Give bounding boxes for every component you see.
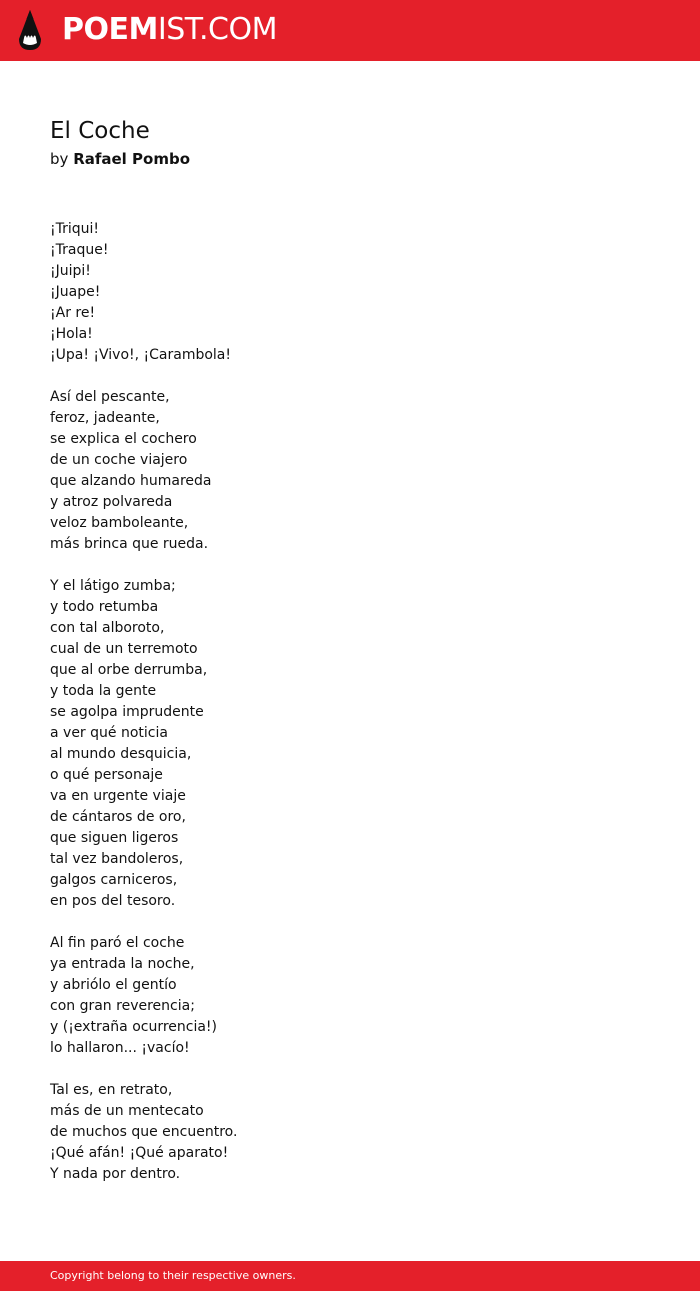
author-name: Rafael Pombo [73,150,191,168]
poem-line: ¡Upa! ¡Vivo!, ¡Carambola! [50,347,231,363]
poem-line: de cántaros de oro, [50,809,186,825]
poem-line: se explica el cochero [50,431,197,447]
poem-line: Así del pescante, [50,389,170,405]
poem-line: más brinca que rueda. [50,536,209,552]
poem-line: y abriólo el gentío [50,977,177,993]
poem-line: ¡Ar re! [50,305,96,321]
poem-line: ya entrada la noche, [50,956,195,972]
poem-line: ¡Juipi! [50,263,91,279]
poem-line: y atroz polvareda [50,494,173,510]
site-logo-text[interactable] [62,10,277,50]
poem-body [50,219,650,1185]
poem-line: va en urgente viaje [50,788,186,804]
brand-light-text: IST.COM [157,12,277,47]
poem-line: y toda la gente [50,683,157,699]
poem-line: que alzando humareda [50,473,212,489]
stanza-gap [50,912,650,933]
stanza-gap [50,366,650,387]
poem-line: que al orbe derrumba, [50,662,208,678]
poem-line: ¡Qué afán! ¡Qué aparato! [50,1145,229,1161]
poem-line: ¡Hola! [50,326,93,342]
poem-line: galgos carniceros, [50,872,178,888]
poem-line: y todo retumba [50,599,159,615]
poem-line: y (¡extraña ocurrencia!) [50,1019,218,1035]
poem-stanza [50,387,650,555]
poem-line: Y el látigo zumba; [50,578,176,594]
pencil-tip-icon[interactable] [17,9,43,51]
poem-stanza [50,1080,650,1185]
poem-line: al mundo desquicia, [50,746,192,762]
byline [50,149,190,169]
poem-line: cual de un terremoto [50,641,198,657]
poem-line: Tal es, en retrato, [50,1082,173,1098]
stanza-gap [50,1059,650,1080]
poem-line: de muchos que encuentro. [50,1124,238,1140]
poem-line: Y nada por dentro. [50,1166,181,1182]
poem-stanza [50,576,650,912]
poem-line: veloz bamboleante, [50,515,189,531]
by-label: by [50,150,69,168]
brand-bold-text: POEM [62,12,158,47]
poem-stanza [50,219,650,366]
site-header [0,0,700,61]
poem-line: que siguen ligeros [50,830,179,846]
poem-line: con tal alboroto, [50,620,165,636]
poem-line: tal vez bandoleros, [50,851,184,867]
site-footer [0,1261,700,1291]
poem-stanza [50,933,650,1059]
stanza-gap [50,555,650,576]
poem-line: en pos del tesoro. [50,893,176,909]
poem-line: ¡Traque! [50,242,109,258]
poem-title: El Coche [50,118,150,144]
poem-line: se agolpa imprudente [50,704,204,720]
poem-line: ¡Triqui! [50,221,100,237]
poem-line: de un coche viajero [50,452,188,468]
poem-line: o qué personaje [50,767,163,783]
poem-line: lo hallaron... ¡vacío! [50,1040,190,1056]
copyright-text: Copyright belong to their respective owners. [50,1269,296,1282]
poem-line: con gran reverencia; [50,998,195,1014]
poem-line: más de un mentecato [50,1103,204,1119]
poem-line: ¡Juape! [50,284,101,300]
poem-line: a ver qué noticia [50,725,168,741]
poem-line: Al fin paró el coche [50,935,185,951]
poem-line: feroz, jadeante, [50,410,160,426]
